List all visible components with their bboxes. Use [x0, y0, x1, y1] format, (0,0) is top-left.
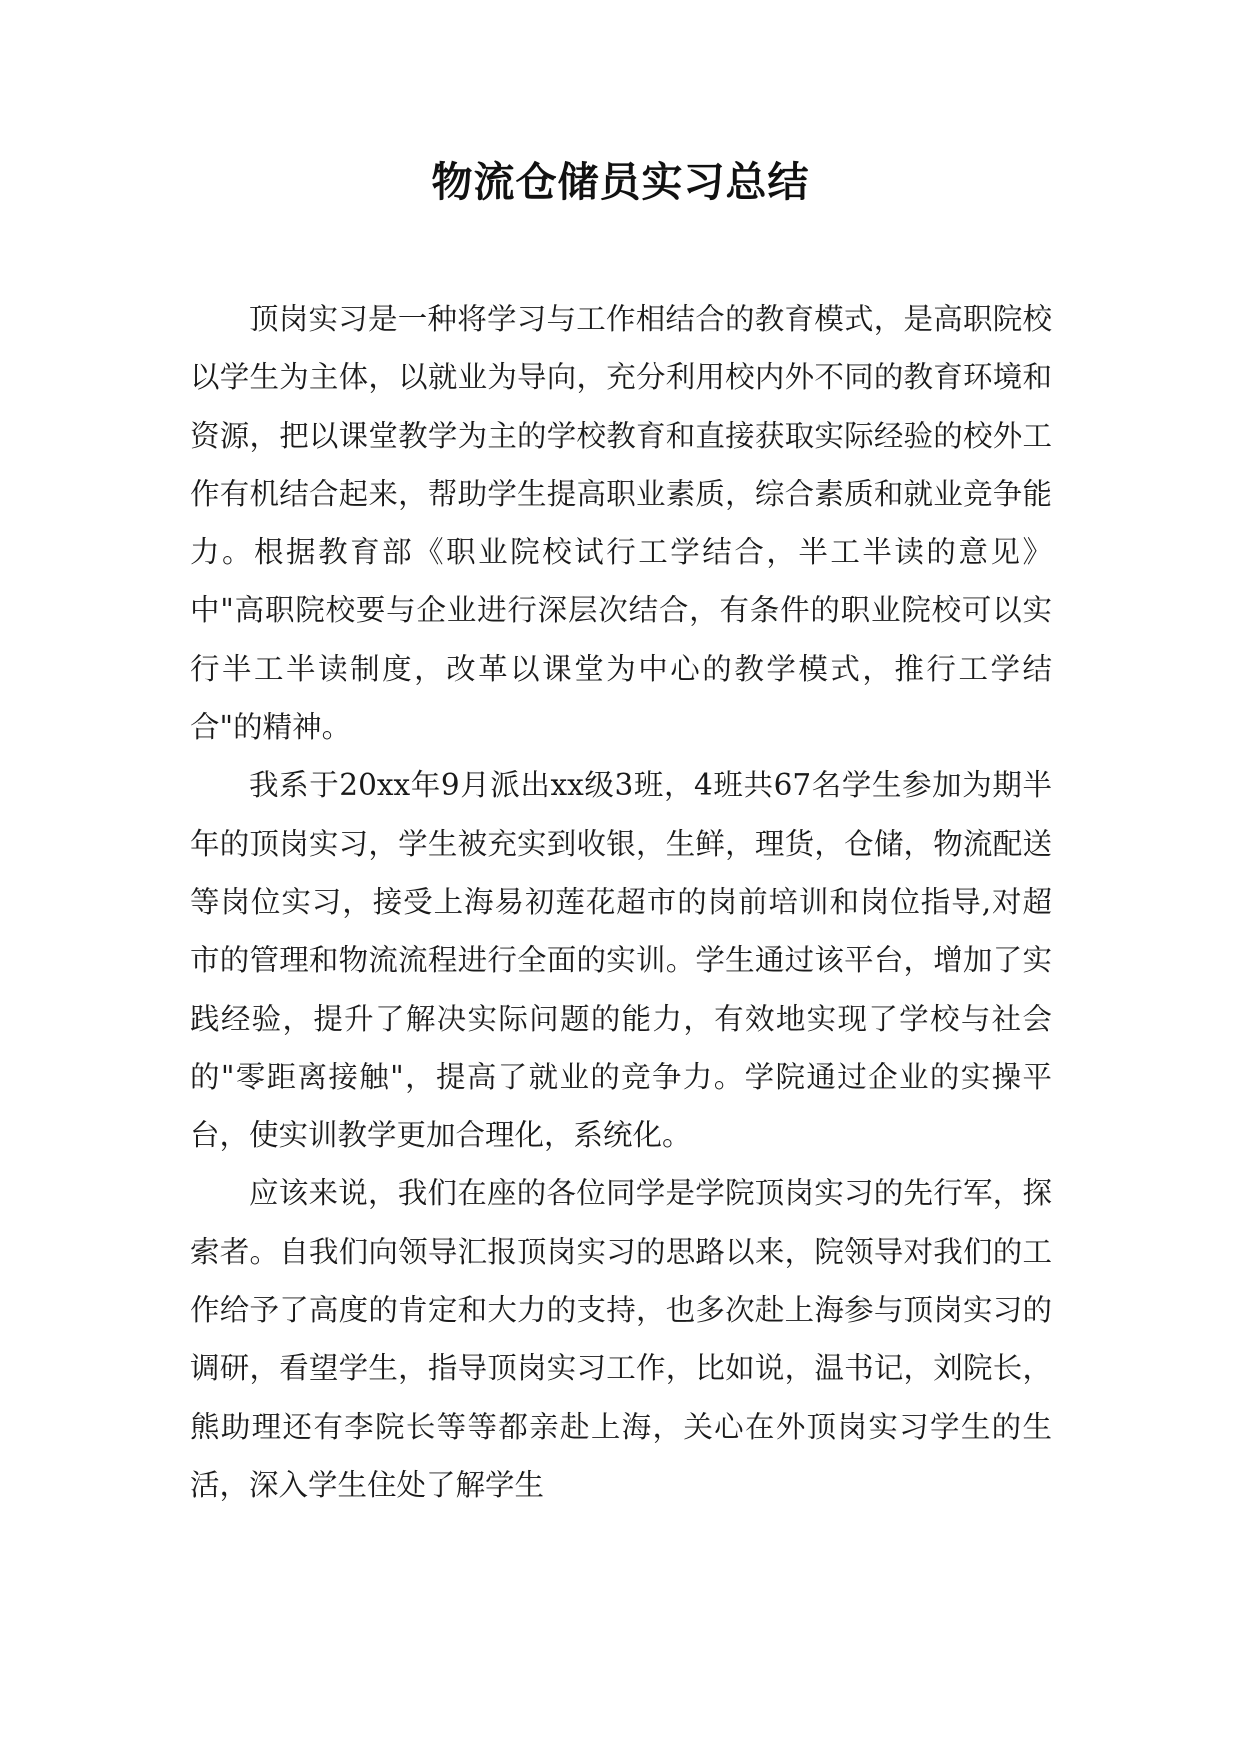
document-title: 物流仓储员实习总结: [431, 158, 810, 206]
document-body: [190, 290, 1052, 1514]
paragraph-1: 顶岗实习是一种将学习与工作相结合的教育模式，是高职院校以学生为主体，以就业为导向，充分利用校内外不同的教育环境和资源，把以课堂教学为主的学校教育和直接获取实际经验的校外工作有机结合起来，帮助学生提高职业素质，综合素质和就业竞争能力。根据教育部《职业院校试行工学结合，半工半读的意见》中"高职院校要与企业进行深层次结合，有条件的职业院校可以实行半工半读制度，改革以课堂为中心的教学模式，推行工学结合"的精神。: [190, 302, 1052, 745]
paragraph-2: 我系于20xx年9月派出xx级3班，4班共67名学生参加为期半年的顶岗实习，学生被充实到收银，生鲜，理货，仓储，物流配送等岗位实习，接受上海易初莲花超市的岗前培训和岗位指导,对超市的管理和物流流程进行全面的实训。学生通过该平台，增加了实践经验，提升了解决实际问题的能力，有效地实现了学校与社会的"零距离接触"，提高了就业的竞争力。学院通过企业的实操平台，使实训教学更加合理化，系统化。: [190, 768, 1052, 1153]
paragraph-3: 应该来说，我们在座的各位同学是学院顶岗实习的先行军，探索者。自我们向领导汇报顶岗实习的思路以来，院领导对我们的工作给予了高度的肯定和大力的支持，也多次赴上海参与顶岗实习的调研，看望学生，指导顶岗实习工作，比如说，温书记，刘院长，熊助理还有李院长等等都亲赴上海，关心在外顶岗实习学生的生活，深入学生住处了解学生: [190, 1176, 1052, 1502]
